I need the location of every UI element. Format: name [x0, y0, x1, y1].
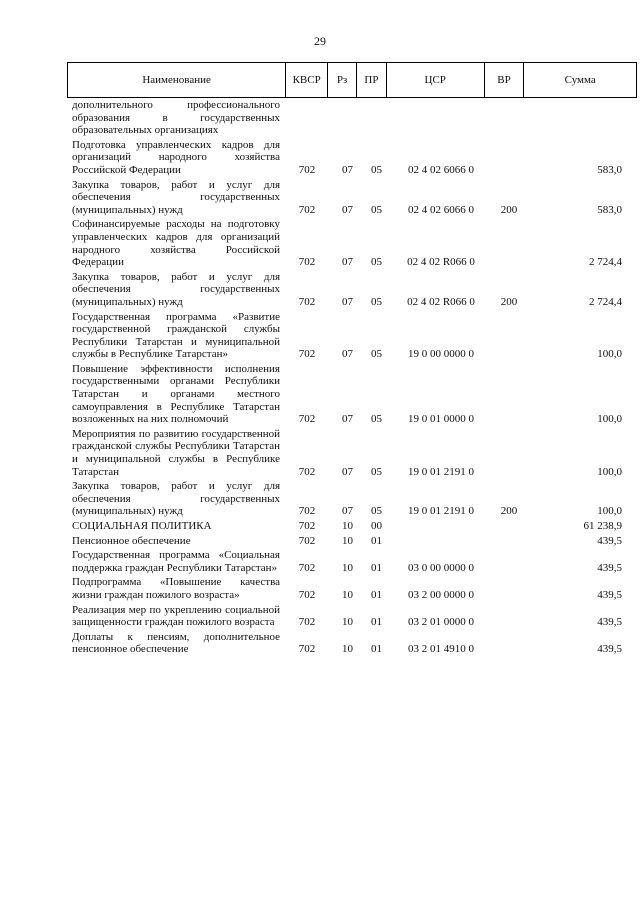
row-sum: 100,0	[597, 465, 622, 478]
row-name: Подготовка управленческих кадров для организаций народного хозяйства Российской Федерации	[72, 138, 280, 176]
row-pr: 01	[371, 561, 382, 574]
row-rz: 10	[342, 616, 353, 629]
row-sum: 2 724,4	[589, 256, 622, 269]
table-body	[72, 99, 622, 658]
row-pr: 05	[371, 295, 382, 308]
row-csr: 03 0 00 0000 0	[408, 561, 474, 574]
row-rz: 10	[342, 534, 353, 547]
row-csr: 19 0 01 2191 0	[408, 465, 474, 478]
row-sum: 439,5	[597, 616, 622, 629]
row-vr: 200	[500, 203, 518, 216]
row-name: Мероприятия по развитию государственной гражданской службы Республики Татарстан и муниципальной службы в Республике Татарстан	[72, 427, 280, 478]
row-csr: 03 2 01 4910 0	[408, 643, 474, 656]
table-row	[72, 363, 622, 426]
table-row	[72, 480, 622, 518]
row-kvsr: 702	[298, 534, 316, 547]
table-header	[67, 62, 637, 98]
row-pr: 05	[371, 465, 382, 478]
row-sum: 100,0	[597, 413, 622, 426]
row-rz: 10	[342, 588, 353, 601]
row-csr: 19 0 00 0000 0	[408, 348, 474, 361]
table-row	[72, 428, 622, 478]
row-pr: 01	[371, 643, 382, 656]
table-row	[72, 179, 622, 217]
row-kvsr: 702	[298, 588, 316, 601]
row-rz: 07	[342, 505, 353, 518]
row-pr: 01	[371, 616, 382, 629]
row-name: Государственная программа «Развитие государственной гражданской службы Республики Татарстан и муниципальной службы в Республике Татарстан»	[72, 310, 280, 361]
table-row	[72, 549, 622, 574]
row-pr: 01	[371, 534, 382, 547]
row-name: Подпрограмма «Повышение качества жизни граждан пожилого возраста»	[72, 576, 280, 601]
row-pr: 05	[371, 413, 382, 426]
row-csr: 02 4 02 R066 0	[407, 295, 475, 308]
row-sum: 439,5	[597, 643, 622, 656]
row-sum: 439,5	[597, 561, 622, 574]
row-sum: 100,0	[597, 348, 622, 361]
table-row	[72, 99, 622, 137]
row-rz: 07	[342, 465, 353, 478]
table-row	[72, 218, 622, 268]
row-csr: 19 0 01 0000 0	[408, 413, 474, 426]
row-sum: 439,5	[597, 588, 622, 601]
row-pr: 05	[371, 256, 382, 269]
row-pr: 05	[371, 348, 382, 361]
row-rz: 07	[342, 348, 353, 361]
table-row	[72, 631, 622, 656]
row-name: Реализация мер по укреплению социальной защищенности граждан пожилого возраста	[72, 603, 280, 629]
row-kvsr: 702	[298, 520, 316, 532]
row-pr: 01	[371, 588, 382, 601]
row-sum: 61 238,9	[583, 520, 622, 532]
page-number: 29	[314, 34, 326, 48]
row-csr: 19 0 01 2191 0	[408, 505, 474, 518]
table-row	[72, 576, 622, 601]
header-name: Наименование	[68, 63, 286, 97]
table-row	[72, 520, 622, 533]
row-rz: 10	[342, 643, 353, 656]
row-sum: 583,0	[597, 203, 622, 216]
row-name: дополнительного профессионального образования в государственных образовательных организациях	[72, 99, 280, 137]
header-pr: ПР	[357, 63, 387, 97]
row-rz: 07	[342, 295, 353, 308]
row-name: Государственная программа «Социальная поддержка граждан Республики Татарстан»	[72, 549, 280, 574]
table-row	[72, 604, 622, 629]
row-name: Закупка товаров, работ и услуг для обеспечения государственных (муниципальных) нужд	[72, 178, 280, 216]
row-csr: 02 4 02 6066 0	[408, 203, 474, 216]
row-pr: 05	[371, 203, 382, 216]
header-rz: Рз	[328, 63, 357, 97]
row-kvsr: 702	[298, 465, 316, 478]
row-kvsr: 702	[298, 643, 316, 656]
row-pr: 00	[371, 520, 382, 532]
header-sum: Сумма	[564, 74, 596, 86]
row-csr: 03 2 01 0000 0	[408, 616, 474, 629]
row-rz: 07	[342, 413, 353, 426]
row-pr: 05	[371, 505, 382, 518]
row-pr: 05	[371, 163, 382, 176]
row-kvsr: 702	[298, 348, 316, 361]
row-name: Повышение эффективности исполнения государственными органами Республики Татарстан и органами местного самоуправления в Республике Татарстан возложенных на них полномочий	[72, 362, 280, 426]
row-sum: 439,5	[597, 534, 622, 547]
row-kvsr: 702	[298, 413, 316, 426]
row-name: Закупка товаров, работ и услуг для обеспечения государственных (муниципальных) нужд	[72, 270, 280, 308]
row-rz: 07	[342, 256, 353, 269]
table-row	[72, 139, 622, 177]
row-kvsr: 702	[298, 561, 316, 574]
row-csr: 02 4 02 R066 0	[407, 256, 475, 269]
row-name: Пенсионное обеспечение	[72, 534, 191, 547]
row-rz: 07	[342, 163, 353, 176]
row-rz: 10	[342, 561, 353, 574]
row-name: Доплаты к пенсиям, дополнительное пенсионное обеспечение	[72, 630, 280, 656]
row-vr: 200	[500, 505, 518, 518]
table-row	[72, 535, 622, 548]
row-kvsr: 702	[298, 505, 316, 518]
row-sum: 2 724,4	[589, 295, 622, 308]
header-vr: ВР	[485, 63, 525, 97]
row-name: Закупка товаров, работ и услуг для обеспечения государственных (муниципальных) нужд	[72, 480, 280, 518]
row-kvsr: 702	[298, 256, 316, 269]
row-rz: 07	[342, 203, 353, 216]
table-row	[72, 271, 622, 309]
row-kvsr: 702	[298, 616, 316, 629]
row-vr: 200	[500, 295, 518, 308]
row-name: СОЦИАЛЬНАЯ ПОЛИТИКА	[72, 520, 212, 532]
row-name: Софинансируемые расходы на подготовку управленческих кадров для организаций народного хозяйства Российской Федерации	[72, 218, 280, 269]
row-csr: 02 4 02 6066 0	[408, 163, 474, 176]
header-csr: ЦСР	[387, 63, 485, 97]
row-sum: 583,0	[597, 163, 622, 176]
row-kvsr: 702	[298, 203, 316, 216]
row-kvsr: 702	[298, 295, 316, 308]
row-kvsr: 702	[298, 163, 316, 176]
table-row	[72, 311, 622, 361]
row-rz: 10	[342, 520, 353, 532]
header-kvsr: КВСР	[286, 63, 328, 97]
row-csr: 03 2 00 0000 0	[408, 588, 474, 601]
row-sum: 100,0	[597, 505, 622, 518]
